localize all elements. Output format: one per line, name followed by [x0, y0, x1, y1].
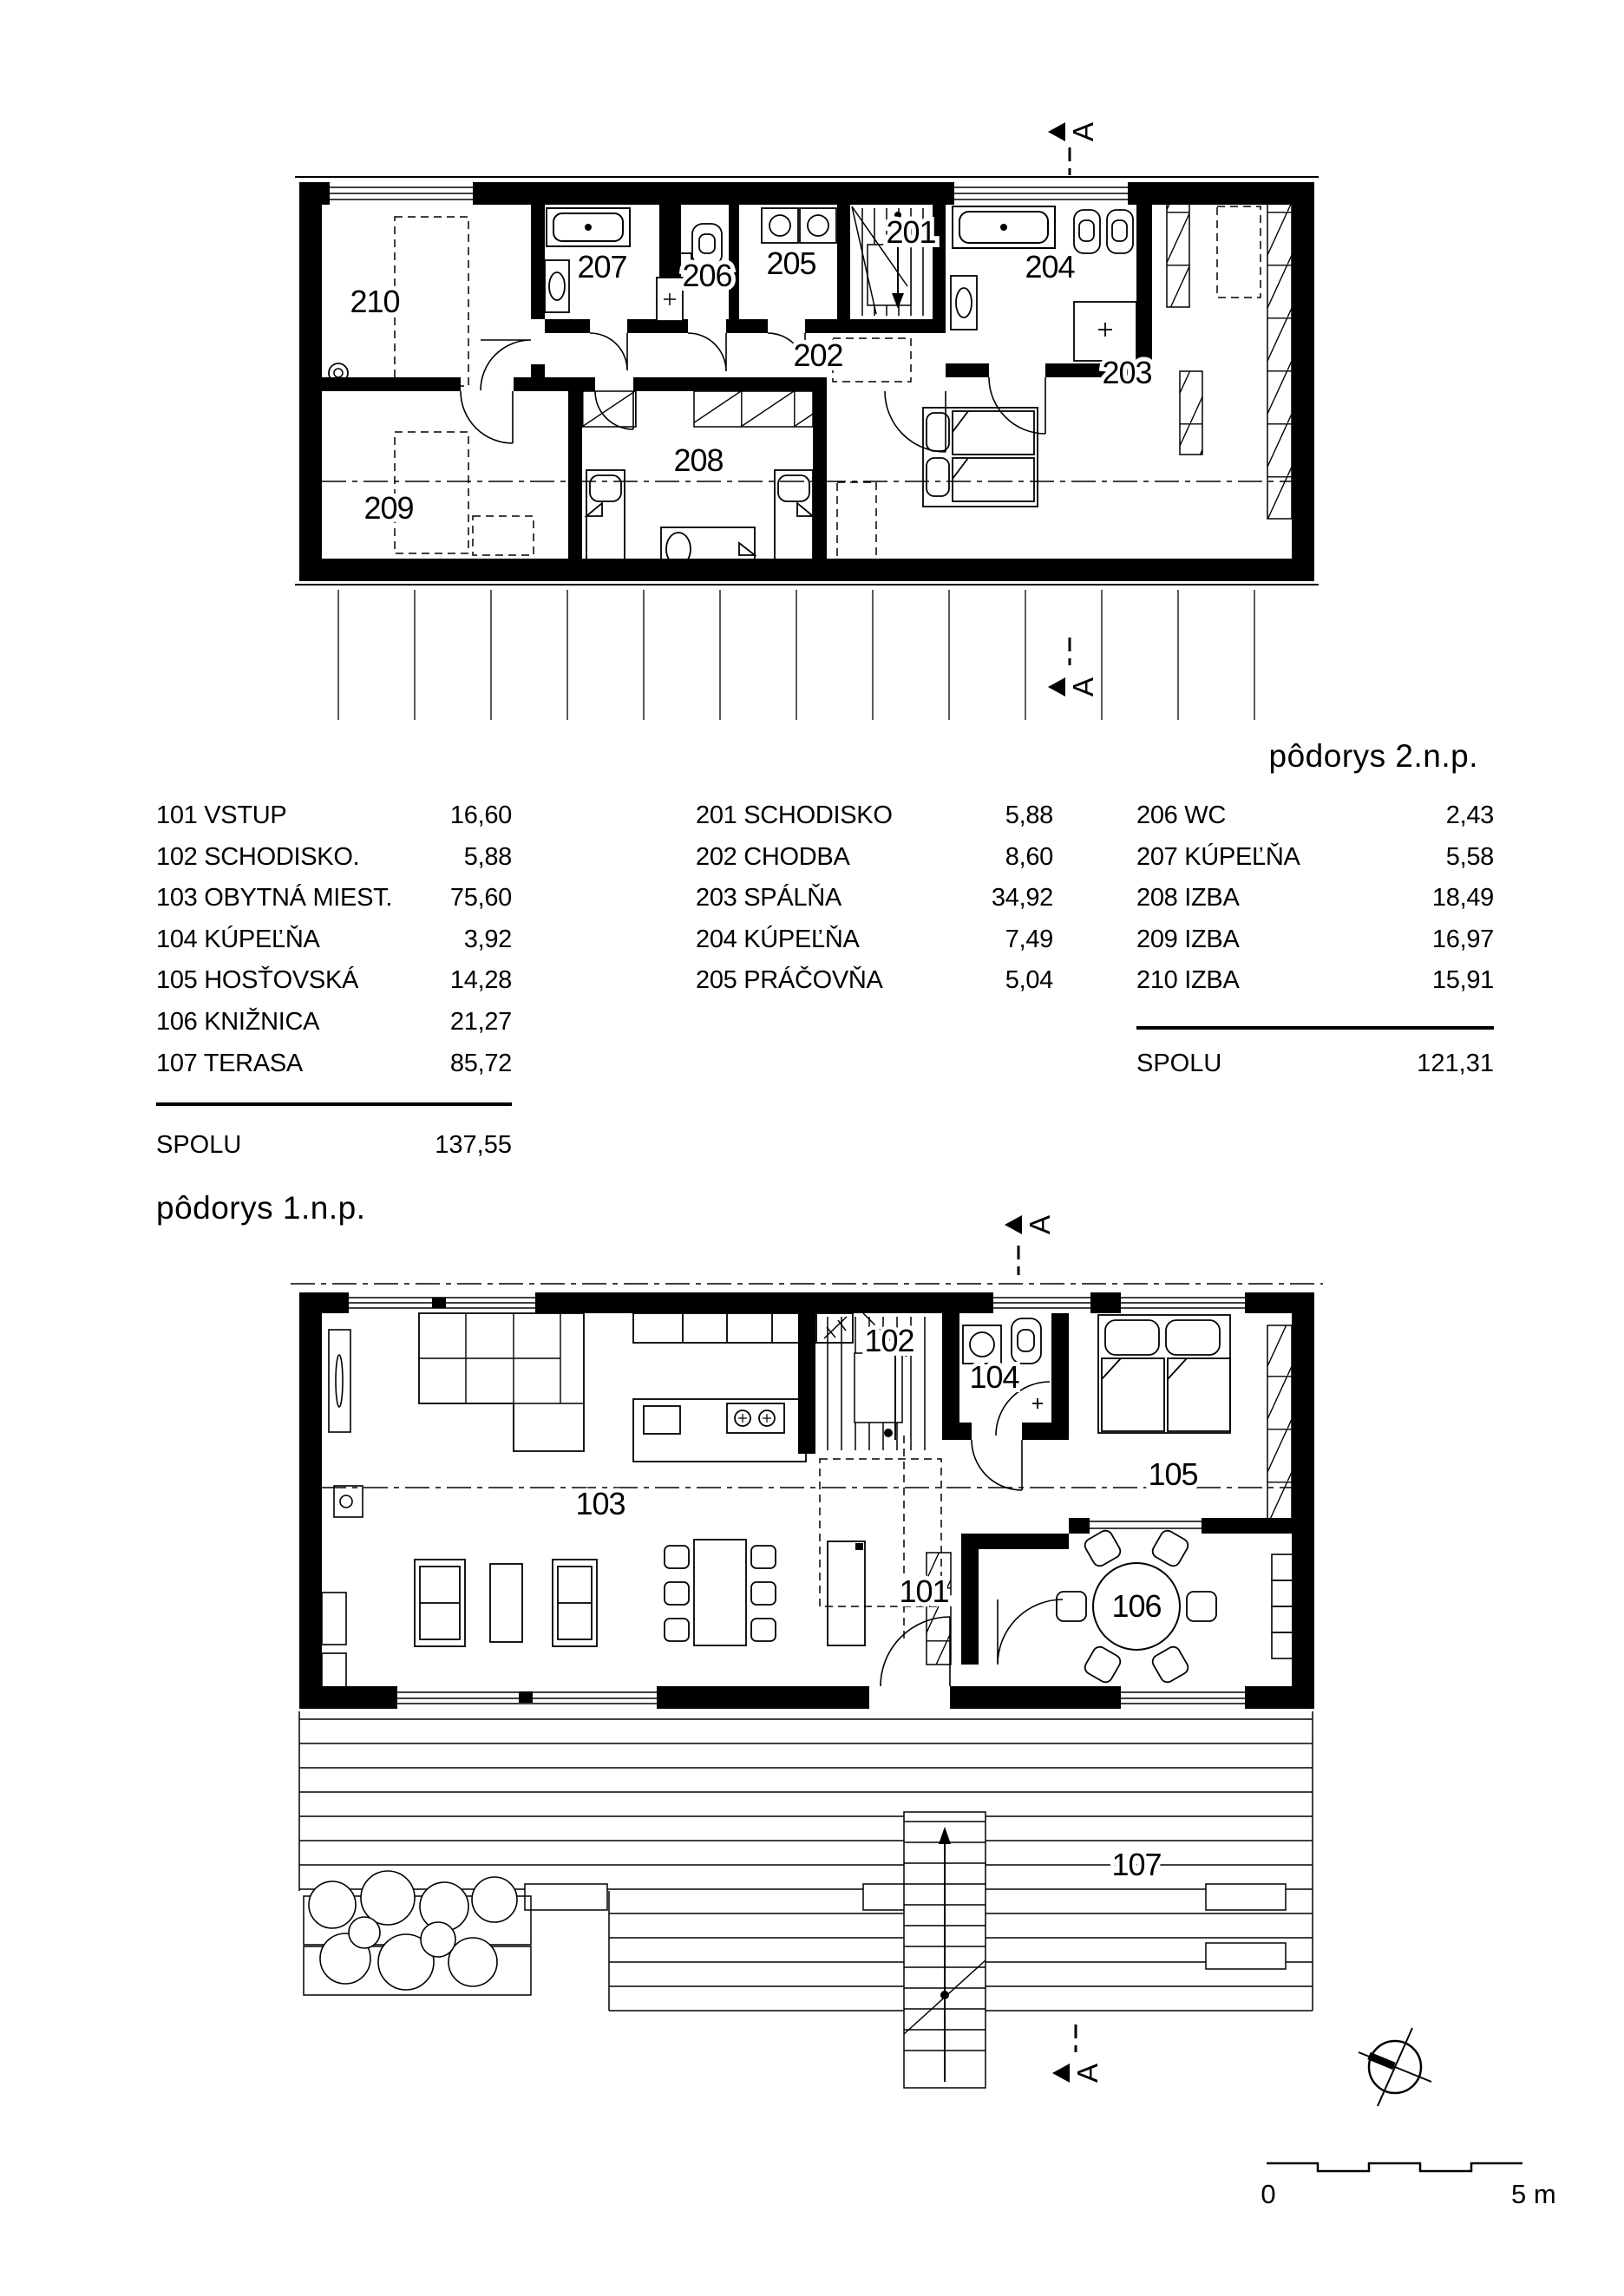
- section-letter: A: [1067, 121, 1099, 142]
- scale-bar: [1261, 2163, 1555, 2209]
- shower-204: [1074, 302, 1136, 361]
- toilet-bidet-204: [1074, 210, 1133, 253]
- legend-floor2b-divider: [1136, 1026, 1494, 1030]
- armchairs: [415, 1560, 597, 1646]
- legend-row: [156, 919, 512, 961]
- wall-shelf: [322, 1330, 363, 1704]
- legend-row: [156, 837, 512, 879]
- section-marker-bottom-f1: [1052, 2025, 1103, 2083]
- legend-row: [696, 919, 1053, 961]
- legend-row: [1136, 795, 1494, 837]
- room-label-101: 101: [899, 1573, 949, 1609]
- double-bed-105: [1098, 1315, 1230, 1433]
- pergola-lines: [338, 590, 1254, 720]
- section-marker-top-f2: [1048, 122, 1099, 175]
- legend-row-value: 16,97: [1431, 925, 1494, 953]
- legend-row-label: 103 OBYTNÁ MIEST.: [156, 884, 393, 913]
- door-arc-106: [998, 1599, 1063, 1665]
- room-label-203: 203: [1102, 355, 1152, 390]
- legend-row: [696, 837, 1053, 879]
- section-marker-top-f1: [1005, 1215, 1056, 1275]
- legend-row-label: 106 KNIŽNICA: [156, 1007, 320, 1036]
- legend-row: [696, 960, 1053, 1002]
- bathtub-204: [953, 206, 1055, 248]
- total-value: 137,55: [435, 1131, 512, 1159]
- room-label-205: 205: [766, 245, 816, 281]
- room-label-208: 208: [673, 442, 724, 478]
- legend-row-label: 208 IZBA: [1136, 884, 1240, 913]
- legend-row-value: 5,58: [1445, 842, 1494, 871]
- legend-row-value: 3,92: [463, 925, 512, 953]
- legend-floor1: [156, 795, 512, 1084]
- room-label-106: 106: [1111, 1588, 1162, 1624]
- legend-row-value: 85,72: [449, 1049, 512, 1077]
- legend-row: [156, 878, 512, 919]
- section-marker-bottom-f2: [1048, 638, 1099, 697]
- north-compass-icon: [1359, 2028, 1431, 2106]
- terrace: [299, 1711, 1313, 2088]
- legend-row-label: 102 SCHODISKO.: [156, 842, 360, 871]
- legend-row: [1136, 919, 1494, 961]
- legend-row: [1136, 878, 1494, 919]
- legend-row-label: 107 TERASA: [156, 1049, 303, 1077]
- room-label-105: 105: [1148, 1456, 1198, 1492]
- legend-floor2a: [696, 795, 1053, 1002]
- double-bed-203: [923, 408, 1038, 507]
- sliding-door-105: [1090, 1521, 1202, 1528]
- legend-floor1-divider: [156, 1102, 512, 1106]
- floor1-plan: [291, 1284, 1323, 1709]
- room-label-204: 204: [1025, 249, 1075, 285]
- sideboard: [828, 1541, 865, 1645]
- section-letter: A: [1024, 1214, 1056, 1235]
- legend-row-label: 203 SPÁLŇA: [696, 884, 841, 913]
- exterior-stairs: [904, 1812, 986, 2088]
- legend-row: [696, 878, 1053, 919]
- legend-row-label: 104 KÚPEĽŇA: [156, 925, 320, 953]
- total-label: SPOLU: [1136, 1050, 1222, 1077]
- room-label-202: 202: [793, 337, 843, 373]
- bathtub-207: [547, 208, 630, 246]
- legend-row-value: 15,91: [1431, 966, 1494, 995]
- legend-row-value: 5,88: [1005, 801, 1053, 829]
- section-letter: A: [1067, 677, 1099, 697]
- bathroom-104: [963, 1318, 1050, 1490]
- total-value: 121,31: [1417, 1050, 1494, 1077]
- legend-row-label: 206 WC: [1136, 801, 1226, 829]
- room-label-210: 210: [350, 284, 400, 319]
- room-label-201: 201: [886, 214, 936, 250]
- sofa: [419, 1313, 584, 1451]
- room-labels-f2: [350, 214, 1151, 526]
- scale-start-label: 0: [1261, 2179, 1276, 2209]
- legend-row-value: 16,60: [449, 801, 512, 829]
- room-label-102: 102: [864, 1323, 914, 1358]
- legend-row: [156, 1002, 512, 1043]
- legend-floor2b-total: [1136, 1048, 1494, 1079]
- legend-floor1-total: [156, 1129, 512, 1161]
- legend-row-label: 205 PRÁČOVŇA: [696, 966, 883, 995]
- legend-row-label: 209 IZBA: [1136, 925, 1240, 953]
- floor2-title: pôdorys 2.n.p.: [1268, 738, 1478, 774]
- boiler-symbol-inner: [334, 369, 343, 377]
- legend-row-label: 207 KÚPEĽŇA: [1136, 842, 1300, 871]
- legend-row: [696, 795, 1053, 837]
- legend-row-value: 34,92: [991, 884, 1053, 913]
- room-label-209: 209: [363, 490, 414, 526]
- floor2-plan: [295, 177, 1319, 720]
- floor1-title: pôdorys 1.n.p.: [156, 1190, 366, 1226]
- room-label-107: 107: [1111, 1847, 1162, 1882]
- legend-row: [156, 795, 512, 837]
- legend-row: [1136, 837, 1494, 879]
- legend-row-label: 210 IZBA: [1136, 966, 1240, 995]
- legend-row-label: 204 KÚPEĽŇA: [696, 925, 860, 953]
- legend-row-value: 75,60: [449, 884, 512, 913]
- legend-row-label: 101 VSTUP: [156, 801, 287, 829]
- room-label-103: 103: [575, 1486, 625, 1521]
- legend-row-value: 8,60: [1005, 842, 1053, 871]
- legend-floor2b: [1136, 795, 1494, 1002]
- legend-row: [156, 1043, 512, 1085]
- legend-row-label: 202 CHODBA: [696, 842, 850, 871]
- room-label-207: 207: [577, 249, 627, 285]
- section-letter: A: [1071, 2063, 1103, 2083]
- scale-end-label: 5 m: [1511, 2179, 1556, 2209]
- legend-row-value: 14,28: [449, 966, 512, 995]
- room-label-206: 206: [682, 258, 732, 293]
- dining-table: [665, 1540, 776, 1645]
- washbasin-204: [951, 276, 977, 330]
- legend-row-value: 2,43: [1445, 801, 1494, 829]
- kitchen-island: [633, 1399, 806, 1462]
- legend-row: [1136, 960, 1494, 1002]
- kitchen-counter: [633, 1313, 853, 1343]
- legend-row: [156, 960, 512, 1002]
- legend-row-label: 105 HOSŤOVSKÁ: [156, 966, 359, 995]
- washbasin-207: [545, 260, 569, 312]
- room-label-104: 104: [969, 1359, 1019, 1395]
- bushes: [309, 1871, 517, 1990]
- legend-row-label: 201 SCHODISKO: [696, 801, 893, 829]
- legend-row-value: 5,04: [1005, 966, 1053, 995]
- shelves-106: [1272, 1554, 1294, 1658]
- legend-row-value: 18,49: [1431, 884, 1494, 913]
- legend-row-value: 5,88: [463, 842, 512, 871]
- washing-machines-205: [762, 208, 836, 243]
- total-label: SPOLU: [156, 1131, 242, 1159]
- legend-row-value: 7,49: [1005, 925, 1053, 953]
- legend-row-value: 21,27: [449, 1007, 512, 1036]
